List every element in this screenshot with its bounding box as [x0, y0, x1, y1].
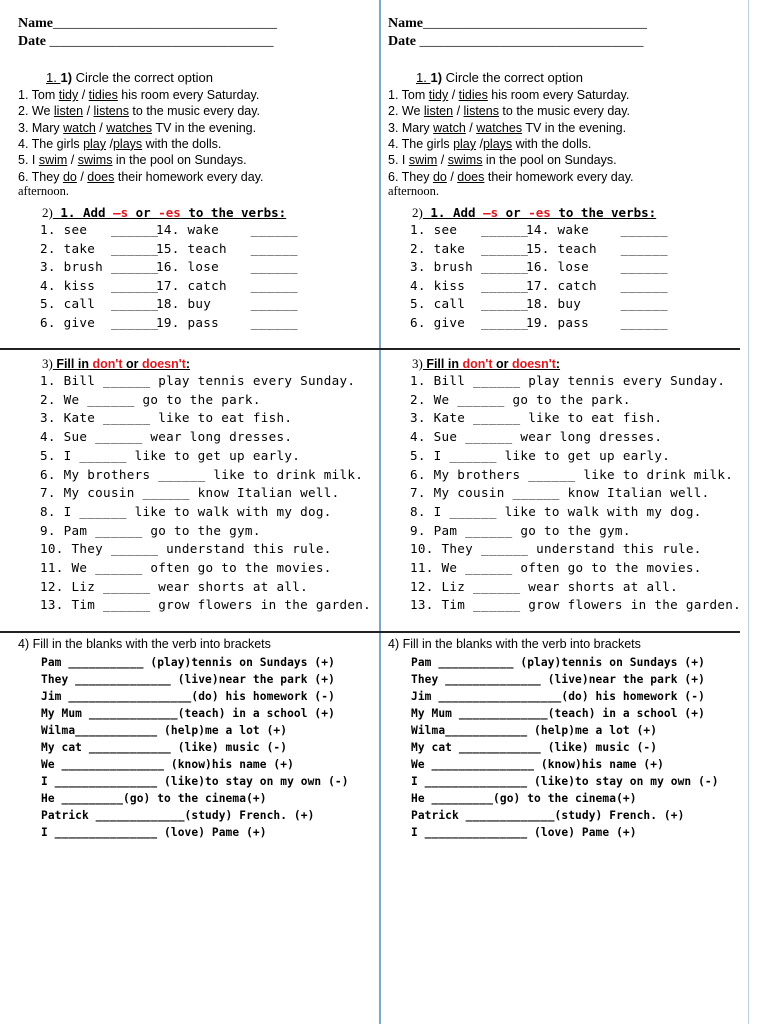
ex3-doesnt: doesn't	[511, 357, 556, 371]
option-a[interactable]: do	[62, 169, 77, 184]
ex3-heading	[412, 355, 560, 373]
ex4-sentence[interactable]: He _________(go) to the cinema(+)	[41, 791, 267, 805]
option-b[interactable]: listens	[463, 104, 499, 119]
ex2-title-a: 1. Add	[422, 205, 484, 220]
option-a[interactable]: watch	[433, 120, 466, 135]
ex2-number: 2)	[412, 205, 423, 220]
ex4-sentence[interactable]: They ______________ (live)near the park (+)	[411, 672, 705, 686]
ex3-sentence[interactable]: 3. Kate ______ like to eat fish.	[410, 410, 663, 426]
ex2-heading	[412, 204, 656, 222]
ex3-dont: don't	[462, 357, 493, 371]
ex4-sentence[interactable]: We _______________ (know)his name (+)	[41, 757, 294, 771]
ex3-sentence[interactable]: 13. Tim ______ grow flowers in the garden.	[410, 597, 742, 613]
ex3-title	[53, 357, 190, 371]
verb-item[interactable]: 1. see ______	[410, 222, 529, 237]
ex4-heading: 4) Fill in the blanks with the verb into brackets	[18, 637, 271, 651]
sentence-start: 3. Mary	[18, 120, 64, 135]
date-label: Date	[18, 34, 46, 49]
sentence-end: their homework every day.	[114, 169, 264, 184]
sentence-end: in the pool on Sundays.	[482, 153, 617, 168]
option-separator: /	[476, 136, 483, 151]
ex3-colon: :	[185, 357, 191, 371]
ex4-heading: 4) Fill in the blanks with the verb into brackets	[388, 637, 641, 651]
ex4-sentence[interactable]: Pam ___________ (play)tennis on Sundays (+)	[411, 656, 705, 669]
sentence-end: in the pool on Sundays.	[112, 153, 247, 168]
option-a[interactable]: watch	[63, 120, 96, 135]
section-divider	[370, 348, 740, 350]
verb-item[interactable]: 3. brush ______	[40, 259, 159, 275]
ex1-sentence	[388, 169, 634, 185]
sentence-start: 4. The girls	[18, 136, 84, 151]
sentence-end: his room every Saturday.	[487, 88, 630, 102]
ex3-heading	[42, 355, 190, 373]
ex2-title-or: or	[128, 205, 159, 220]
option-separator: /	[465, 120, 477, 135]
option-a[interactable]: listen	[423, 104, 454, 119]
ex1-sentence	[18, 169, 264, 185]
ex4-sentence[interactable]: Patrick _____________(study) French. (+)	[41, 808, 315, 822]
verb-item[interactable]: 16. lose ______	[156, 259, 298, 275]
ex1-instruction: Circle the correct option	[72, 70, 213, 85]
ex1-instruction: Circle the correct option	[442, 70, 583, 85]
ex3-colon: :	[555, 357, 561, 371]
option-a[interactable]: swim	[408, 153, 438, 168]
option-b[interactable]: tidies	[88, 88, 118, 102]
sentence-start: 3. Mary	[388, 120, 434, 135]
ex3-number: 3)	[412, 356, 423, 371]
ex3-title-or: or	[492, 357, 512, 371]
ex3-sentence[interactable]: 1. Bill ______ play tennis every Sunday.	[410, 373, 726, 388]
ex1-sentence	[18, 152, 247, 168]
option-separator: /	[453, 104, 464, 119]
ex4-sentence[interactable]: Jim __________________(do) his homework (-)	[41, 689, 335, 703]
name-blank: ________________________________	[53, 16, 277, 31]
ex1-sentence	[388, 87, 629, 103]
ex3-sentence[interactable]: 2. We ______ go to the park.	[40, 391, 261, 407]
verb-item[interactable]: 15. teach ______	[156, 240, 298, 256]
option-b[interactable]: plays	[112, 136, 143, 151]
option-b[interactable]: does	[457, 169, 485, 184]
section-divider	[370, 631, 740, 633]
verb-item[interactable]: 2. take ______	[40, 240, 159, 256]
date-blank: ________________________________	[46, 34, 274, 49]
sentence-end: to the music every day.	[498, 104, 631, 119]
ex3-sentence[interactable]: 6. My brothers ______ like to drink milk.	[40, 466, 364, 482]
ex3-doesnt: doesn't	[141, 357, 186, 371]
sentence-start: 1. Tom	[388, 88, 429, 102]
section-divider	[0, 631, 370, 633]
sentence-start: 2. We	[18, 104, 54, 119]
option-a[interactable]: tidy	[428, 88, 449, 102]
worksheet-right	[384, 0, 754, 1024]
ex3-sentence[interactable]: 4. Sue ______ wear long dresses.	[40, 429, 293, 445]
ex4-sentence[interactable]: My cat ____________ (like) music (-)	[41, 740, 288, 754]
option-separator: /	[76, 169, 88, 184]
ex3-sentence[interactable]: 8. I ______ like to walk with my dog.	[410, 503, 702, 519]
ex3-sentence[interactable]: 1. Bill ______ play tennis every Sunday.	[40, 373, 356, 388]
ex4-sentence[interactable]: He _________(go) to the cinema(+)	[411, 791, 637, 805]
ex3-sentence[interactable]: 11. We ______ often go to the movies.	[40, 560, 332, 575]
verb-item[interactable]: 18. buy ______	[156, 296, 298, 312]
ex4-sentence[interactable]: We _______________ (know)his name (+)	[411, 757, 664, 771]
sentence-end: with the dolls.	[512, 136, 592, 151]
ex3-sentence[interactable]: 12. Liz ______ wear shorts at all.	[40, 578, 308, 594]
ex2-title-a: 1. Add	[52, 205, 114, 220]
ex4-sentence[interactable]: They ______________ (live)near the park (+)	[41, 672, 335, 686]
ex3-sentence[interactable]: 10. They ______ understand this rule.	[40, 541, 332, 557]
ex2-number: 2)	[42, 205, 53, 220]
ex4-sentence[interactable]: I _______________ (love) Pame (+)	[41, 825, 267, 839]
ex1-sentence	[18, 103, 260, 119]
option-separator: /	[78, 88, 89, 102]
option-separator: /	[437, 153, 448, 168]
ex4-sentence[interactable]: My Mum _____________(teach) in a school (+)	[411, 706, 705, 720]
sentence-start: 5. I	[388, 153, 409, 168]
ex3-sentence[interactable]: 4. Sue ______ wear long dresses.	[410, 429, 663, 445]
sentence-end: their homework every day.	[484, 169, 634, 184]
sentence-end: his room every Saturday.	[117, 88, 260, 102]
ex1-sentence	[18, 120, 256, 136]
section-divider	[0, 348, 370, 350]
verb-item[interactable]: 4. kiss ______	[40, 277, 159, 293]
option-separator: /	[83, 104, 94, 119]
date-field[interactable]	[388, 34, 644, 50]
ex3-number: 3)	[42, 356, 53, 371]
ex3-sentence[interactable]: 5. I ______ like to get up early.	[410, 447, 671, 463]
worksheet-left	[14, 0, 384, 1024]
ex1-sentence	[388, 136, 591, 152]
option-a[interactable]: listen	[53, 104, 84, 119]
verb-item[interactable]: 16. lose ______	[526, 259, 668, 275]
ex3-sentence[interactable]: 7. My cousin ______ know Italian well.	[410, 485, 710, 501]
ex2-heading	[42, 204, 286, 222]
ex2-title-b: to the verbs:	[550, 205, 657, 220]
verb-item[interactable]: 18. buy ______	[526, 296, 668, 312]
ex4-sentence[interactable]: Pam ___________ (play)tennis on Sundays (+)	[41, 656, 335, 669]
ex4-sentence[interactable]: My Mum _____________(teach) in a school (+)	[41, 706, 335, 720]
date-field[interactable]	[18, 34, 274, 50]
ex1-number-2: 1)	[430, 70, 443, 85]
ex3-title-or: or	[122, 357, 142, 371]
sentence-start: 5. I	[18, 153, 39, 168]
ex4-sentence[interactable]: Jim __________________(do) his homework (-)	[411, 689, 705, 703]
ex1-heading	[416, 70, 583, 86]
ex3-dont: don't	[92, 357, 123, 371]
ex4-sentence[interactable]: Wilma____________ (help)me a lot (+)	[411, 723, 658, 737]
ex3-title-fill: Fill in	[422, 357, 463, 371]
verb-item[interactable]: 19. pass ______	[156, 315, 298, 330]
verb-item[interactable]: 17. catch ______	[156, 277, 298, 293]
ex3-sentence[interactable]: 13. Tim ______ grow flowers in the garden.	[40, 597, 372, 613]
ex2-title	[423, 205, 656, 220]
verb-item[interactable]: 5. call ______	[40, 296, 159, 312]
option-a[interactable]: play	[453, 136, 477, 151]
verb-item[interactable]: 3. brush ______	[410, 259, 529, 275]
verb-item[interactable]: 14. wake ______	[156, 222, 298, 237]
ex2-suffix-es: -es	[158, 205, 181, 220]
ex2-title-b: to the verbs:	[180, 205, 287, 220]
ex1-number: 1.	[46, 70, 61, 85]
ex3-sentence[interactable]: 11. We ______ often go to the movies.	[410, 560, 702, 575]
ex1-trailing-text: afternoon.	[18, 184, 70, 198]
verb-item[interactable]: 6. give ______	[40, 315, 159, 330]
option-separator: /	[67, 153, 78, 168]
sentence-end: TV in the evening.	[522, 120, 627, 135]
verb-item[interactable]: 17. catch ______	[526, 277, 668, 293]
option-separator: /	[106, 136, 113, 151]
option-b[interactable]: swims	[77, 153, 113, 168]
name-blank: ________________________________	[423, 16, 647, 31]
sentence-start: 4. The girls	[388, 136, 454, 151]
ex4-sentence[interactable]: Patrick _____________(study) French. (+)	[411, 808, 685, 822]
sentence-start: 2. We	[388, 104, 424, 119]
ex2-suffix-s: –s	[113, 205, 129, 220]
ex3-sentence[interactable]: 9. Pam ______ go to the gym.	[40, 522, 261, 538]
sentence-end: TV in the evening.	[152, 120, 257, 135]
verb-item[interactable]: 15. teach ______	[526, 240, 668, 256]
option-b[interactable]: watches	[476, 120, 523, 135]
verb-item[interactable]: 4. kiss ______	[410, 277, 529, 293]
option-b[interactable]: listens	[93, 104, 129, 119]
ex1-trailing-text: afternoon.	[388, 184, 440, 198]
ex2-suffix-es: -es	[528, 205, 551, 220]
option-separator: /	[448, 88, 459, 102]
sentence-start: 6. They	[388, 169, 433, 184]
ex1-heading	[46, 70, 213, 86]
option-b[interactable]: swims	[447, 153, 483, 168]
name-field[interactable]	[18, 16, 277, 32]
ex3-sentence[interactable]: 2. We ______ go to the park.	[410, 391, 631, 407]
option-b[interactable]: watches	[106, 120, 153, 135]
ex3-sentence[interactable]: 8. I ______ like to walk with my dog.	[40, 503, 332, 519]
verb-item[interactable]: 2. take ______	[410, 240, 529, 256]
option-separator: /	[446, 169, 458, 184]
sentence-start: 1. Tom	[18, 88, 59, 102]
date-blank: ________________________________	[416, 34, 644, 49]
ex4-sentence[interactable]: I _______________ (like)to stay on my own (-)	[41, 774, 349, 788]
ex3-sentence[interactable]: 6. My brothers ______ like to drink milk.	[410, 466, 734, 482]
option-b[interactable]: tidies	[458, 88, 488, 102]
ex3-sentence[interactable]: 12. Liz ______ wear shorts at all.	[410, 578, 678, 594]
option-b[interactable]: plays	[482, 136, 513, 151]
ex4-sentence[interactable]: I _______________ (love) Pame (+)	[411, 825, 637, 839]
date-label: Date	[388, 34, 416, 49]
ex1-number-2: 1)	[60, 70, 73, 85]
ex4-sentence[interactable]: I _______________ (like)to stay on my own (-)	[411, 774, 719, 788]
ex3-title	[423, 357, 560, 371]
ex3-title-fill: Fill in	[52, 357, 93, 371]
ex4-sentence[interactable]: Wilma____________ (help)me a lot (+)	[41, 723, 288, 737]
ex2-title-or: or	[498, 205, 529, 220]
ex1-sentence	[388, 152, 617, 168]
sentence-end: to the music every day.	[128, 104, 261, 119]
verb-item[interactable]: 14. wake ______	[526, 222, 668, 237]
ex3-sentence[interactable]: 5. I ______ like to get up early.	[40, 447, 301, 463]
ex1-sentence	[388, 103, 630, 119]
ex1-number: 1.	[416, 70, 431, 85]
option-a[interactable]: do	[432, 169, 447, 184]
ex1-sentence	[18, 87, 259, 103]
verb-item[interactable]: 5. call ______	[410, 296, 529, 312]
verb-item[interactable]: 19. pass ______	[526, 315, 668, 330]
ex1-sentence	[18, 136, 221, 152]
name-label: Name	[18, 16, 53, 31]
ex2-title	[53, 205, 286, 220]
ex3-sentence[interactable]: 10. They ______ understand this rule.	[410, 541, 702, 557]
ex3-sentence[interactable]: 3. Kate ______ like to eat fish.	[40, 410, 293, 426]
ex3-sentence[interactable]: 7. My cousin ______ know Italian well.	[40, 485, 340, 501]
verb-item[interactable]: 6. give ______	[410, 315, 529, 330]
name-label: Name	[388, 16, 423, 31]
ex4-sentence[interactable]: My cat ____________ (like) music (-)	[411, 740, 658, 754]
option-a[interactable]: play	[83, 136, 107, 151]
name-field[interactable]	[388, 16, 647, 32]
option-b[interactable]: does	[87, 169, 115, 184]
ex2-suffix-s: –s	[483, 205, 499, 220]
option-a[interactable]: tidy	[58, 88, 79, 102]
option-separator: /	[95, 120, 107, 135]
sentence-start: 6. They	[18, 169, 63, 184]
ex1-sentence	[388, 120, 626, 136]
sentence-end: with the dolls.	[142, 136, 222, 151]
verb-item[interactable]: 1. see ______	[40, 222, 159, 237]
ex3-sentence[interactable]: 9. Pam ______ go to the gym.	[410, 522, 631, 538]
option-a[interactable]: swim	[38, 153, 68, 168]
